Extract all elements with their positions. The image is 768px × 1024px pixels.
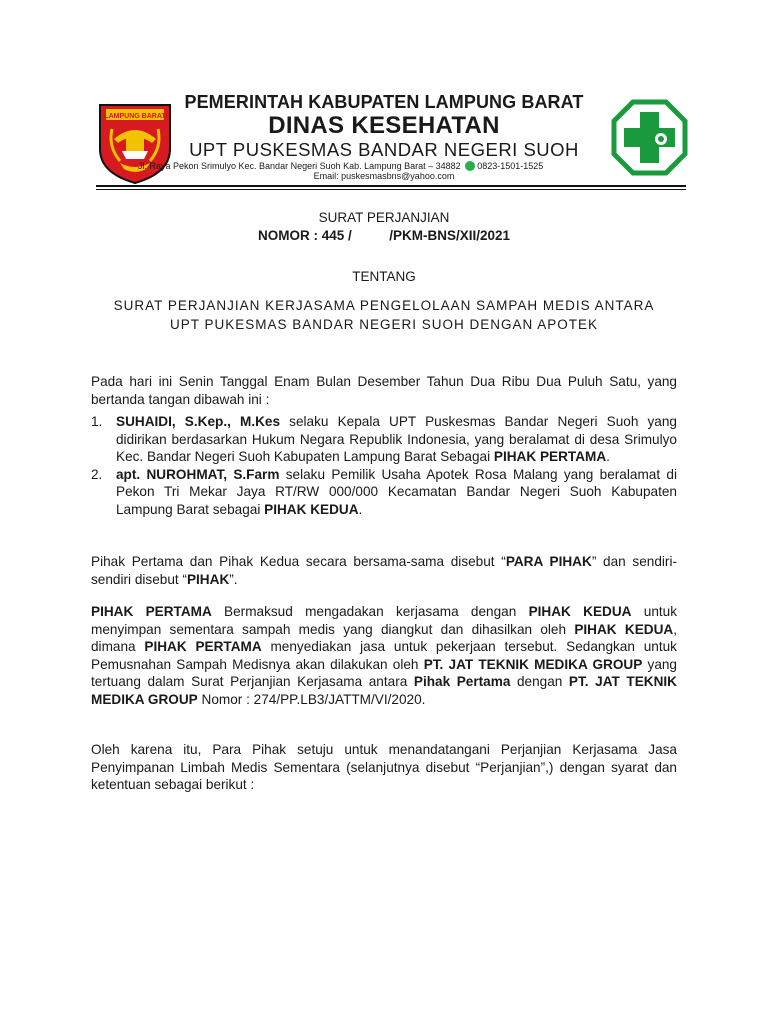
party-1-text: selaku Kepala UPT Puskesmas Bandar Negeri Suoh yang didirikan berdasarkan Hukum Negara Republik Indonesia, yang beralamat di desa Srimulyo Kec. Bandar Negeri Suoh Kabupaten Lampung Barat Sebagai [116,414,677,464]
p3-text-3: , dimana [91,621,677,654]
email-line: Email: puskesmasbns@yahoo.com [313,171,455,181]
parties-list [91,413,677,518]
letterhead-rule-thick [96,185,686,187]
p3-text-5: yang tertuang dalam Surat Perjanjian Kerjasama antara [91,656,677,689]
p2-bold-b: PARA PIHAK [505,554,592,569]
letterhead-rule-thin [96,189,686,190]
party-1-role: PIHAK PERTAMA [493,449,607,464]
address-line [138,161,638,171]
government-name: PEMERINTAH KABUPATEN LAMPUNG BARAT [184,92,584,112]
unit-name: UPT PUSKESMAS BANDAR NEGERI SUOH [189,139,579,160]
party-2-role: PIHAK KEDUA [264,501,359,517]
doc-number: NOMOR : 445 / /PKM-BNS/XII/2021 [257,228,511,243]
p3-bold-5: PT. JAT TEKNIK MEDIKA GROUP [423,656,643,672]
list-number: 2. [91,466,103,482]
subject-line-1: SURAT PERJANJIAN KERJASAMA PENGELOLAAN SAMPAH MEDIS ANTARA [113,298,655,313]
intent-paragraph [91,603,677,708]
p3-bold-6: Pihak Pertama [413,674,511,689]
closing-paragraph: Oleh karena itu, Para Pihak setuju untuk menandatangani Perjanjian Kerjasama Jasa Penyimpanan Limbah Medis Sementara (selanjutnya disebut “Perjanjian”,) dengan syarat dan ketentuan sebagai berikut : [91,742,677,792]
p3-bold-3: PIHAK KEDUA [574,621,674,637]
party-2-text: selaku Pemilik Usaha Apotek Rosa Malang yang beralamat di Pekon Tri Mekar Jaya RT/RW 000/000 Kecamatan Bandar Negeri Suoh Kabupaten Lampung Barat sebagai [116,466,677,517]
p3-bold-2: PIHAK KEDUA [528,604,632,619]
party-2-end: . [358,501,363,517]
p3-bold-1: PIHAK PERTAMA [91,604,212,619]
list-number: 1. [91,414,103,429]
p3-bold-4: PIHAK PERTAMA [144,639,262,654]
whatsapp-icon [465,161,475,171]
para-pihak-paragraph [91,553,677,588]
party-1-end: . [606,449,610,464]
p3-text-1: Bermaksud mengadakan kerjasama dengan [211,604,529,619]
p3-text-2: untuk menyimpan sementara sampah medis yang diangkut dan dihasilkan oleh [91,604,678,637]
party-2-name: apt. NUROHMAT, S.Farm [116,466,280,482]
p3-bold-7: PT. JAT TEKNIK MEDIKA GROUP [91,674,677,707]
agency-name: DINAS KESEHATAN [268,112,500,139]
p2-text-a: Pihak Pertama dan Pihak Kedua secara bersama-sama disebut “ [91,554,506,569]
p3-text-4: menyediakan jasa untuk pekerjaan tersebut. Sedangkan untuk Pemusnahan Sampah Medisnya akan dilakukan oleh [91,639,677,672]
p2-text-c: ” dan sendiri-sendiri disebut “ [91,554,677,587]
emblem-text: LAMPUNG BARAT [104,113,166,120]
list-item-party-2 [91,466,677,519]
opening-paragraph: Pada hari ini Senin Tanggal Enam Bulan Desember Tahun Dua Ribu Dua Puluh Satu, yang bertanda tangan dibawah ini : [91,374,677,407]
p2-text-e: ”. [229,571,238,587]
p3-text-6: dengan [510,674,569,689]
party-1-name: SUHAIDI, S.Kep., M.Kes [116,414,281,429]
tentang-label: TENTANG [352,269,416,284]
subject-line-2: UPT PUKESMAS BANDAR NEGERI SUOH DENGAN APOTEK [169,317,599,332]
doc-title: SURAT PERJANJIAN [318,210,450,225]
p3-text-7: Nomor : 274/PP.LB3/JATTM/VI/2020. [197,691,426,707]
p2-bold-d: PIHAK [186,571,230,587]
phone-number: 0823-1501-1525 [477,161,544,171]
list-item-party-1 [91,413,677,466]
address-text: Jl. Raya Pekon Srimulyo Kec. Bandar Negeri Suoh Kab. Lampung Barat – 34882 [138,161,461,171]
